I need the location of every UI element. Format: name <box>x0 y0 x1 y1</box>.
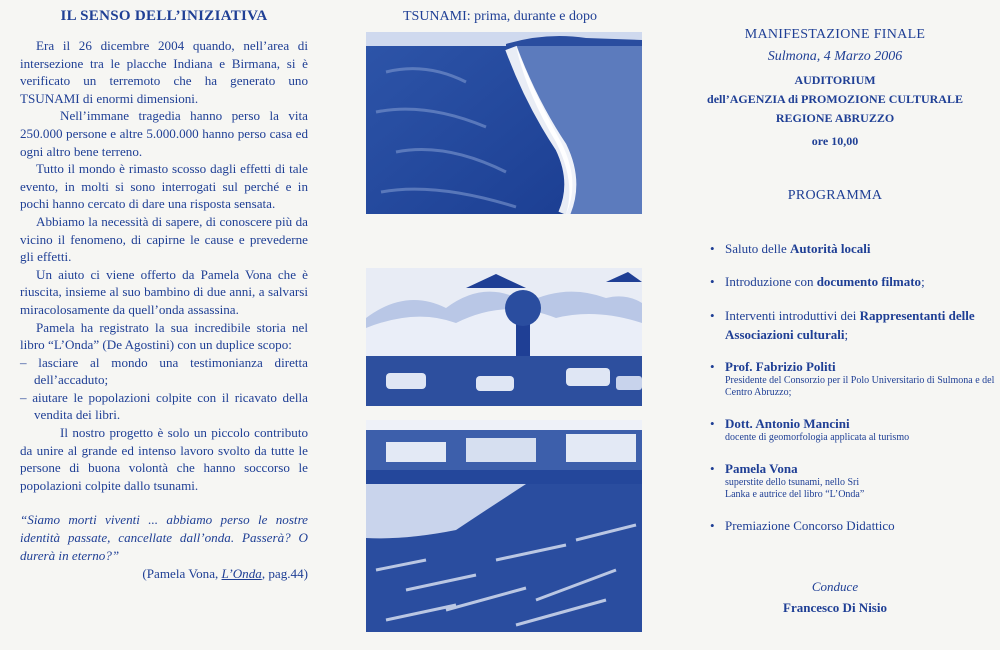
item-suffix: ; <box>844 327 849 342</box>
program-list <box>710 240 1000 534</box>
right-panel <box>670 0 1000 650</box>
bullet-2: – aiutare le popolazioni colpite con il ricavato della vendita dei libri. <box>20 389 308 423</box>
program-item-5 <box>710 415 1000 444</box>
venue-line-1: AUDITORIUM <box>794 73 876 87</box>
middle-panel <box>330 0 670 650</box>
item-text: Introduzione con <box>725 274 817 289</box>
paragraph-5: Un aiuto ci viene offerto da Pamela Vona che è riuscita, insieme al suo bambino di due anni, a salvarsi miracolosamente da quell’onda assassina. <box>20 266 308 317</box>
paragraph-7: Il nostro progetto è solo un piccolo contributo da unire al grande ed intenso lavoro svolto da tutte le persone di buona volontà che hanno soccorso le popolazioni colpite dallo tsunami. <box>20 425 308 493</box>
item-text: Interventi introduttivi dei <box>725 308 860 323</box>
quote-citation <box>20 566 308 582</box>
speaker-name: Prof. Fabrizio Politi <box>725 359 836 374</box>
quote: “Siamo morti viventi ... abbiamo perso le nostre identità passate, cancellate dall’onda. Passerà? O durerà in eterno?” <box>20 512 308 563</box>
event-title: MANIFESTAZIONE FINALE <box>744 27 926 42</box>
section-heading: IL SENSO DELL’INIZIATIVA <box>60 8 268 24</box>
paragraph-3: Tutto il mondo è rimasto scosso dagli effetti di tale evento, in molti si sono interrogati sul perché e in pochi hanno cercato di dare una risposta sensata. <box>20 161 308 212</box>
event-time: ore 10,00 <box>811 134 859 148</box>
host-label: Conduce <box>811 579 859 594</box>
program-item-7 <box>710 517 1000 534</box>
item-bold: Rappresentanti delle Associazioni culturali <box>725 308 975 342</box>
event-date: Sulmona, 4 Marzo 2006 <box>767 49 903 64</box>
speaker-role: superstite dello tsunami, nello Sri Lanka e autrice del libro “L’Onda” <box>725 477 865 500</box>
paragraph-4: Abbiamo la necessità di sapere, di conoscere più da vicino il fenomeno, di capirne le cause e prevederne gli effetti. <box>20 213 308 265</box>
venue-line-2: dell’AGENZIA di PROMOZIONE CULTURALE <box>707 92 963 106</box>
venue-line-3: REGIONE ABRUZZO <box>775 111 895 125</box>
speaker-role: docente di geomorfologia applicata al turismo <box>725 432 910 443</box>
citation-suffix: , pag.44) <box>261 566 308 582</box>
program-item-2 <box>710 273 1000 290</box>
item-text: Premiazione Concorso Didattico <box>725 518 895 533</box>
program-item-3 <box>710 306 1000 344</box>
photos-title: TSUNAMI: prima, durante e dopo <box>402 9 598 24</box>
item-bold: Autorità locali <box>790 241 871 256</box>
speaker-name: Pamela Vona <box>725 461 798 476</box>
program-title: PROGRAMMA <box>787 188 883 203</box>
bullet-1: – lasciare al mondo una testimonianza diretta dell’accaduto; <box>20 354 308 388</box>
photo-after-wave <box>366 420 642 632</box>
left-panel <box>0 0 330 650</box>
citation-book: L’Onda <box>221 566 262 582</box>
speaker-role: Presidente del Consorzio per il Polo Universitario di Sulmona e del Centro Abruzzo; <box>725 375 995 398</box>
event-block <box>670 27 1000 151</box>
citation-prefix: (Pamela Vona, <box>142 566 222 582</box>
item-bold: documento filmato <box>816 274 922 289</box>
photo-before-wave <box>366 32 642 214</box>
paragraph-2: Nell’immane tragedia hanno perso la vita 250.000 persone e altre 5.000.000 hanno perso casa ed ogni altro bene terreno. <box>20 108 308 159</box>
program-item-1 <box>710 240 1000 257</box>
program-item-4 <box>710 358 1000 399</box>
speaker-name: Dott. Antonio Mancini <box>725 416 850 431</box>
paragraph-1: Era il 26 dicembre 2004 quando, nell’area di intersezione tra le placche Indiana e Birmana, si è verificato un terremoto che ha generato uno TSUNAMI di enormi dimensioni. <box>20 38 308 106</box>
photo-during-wave <box>366 268 642 406</box>
host-name: Francesco Di Nisio <box>783 600 887 615</box>
program-item-6 <box>710 460 1000 501</box>
item-text: Saluto delle <box>725 241 790 256</box>
paragraph-6: Pamela ha registrato la sua incredibile storia nel libro “L’Onda” (De Agostini) con un duplice scopo: <box>20 319 308 353</box>
item-suffix: ; <box>921 274 925 289</box>
